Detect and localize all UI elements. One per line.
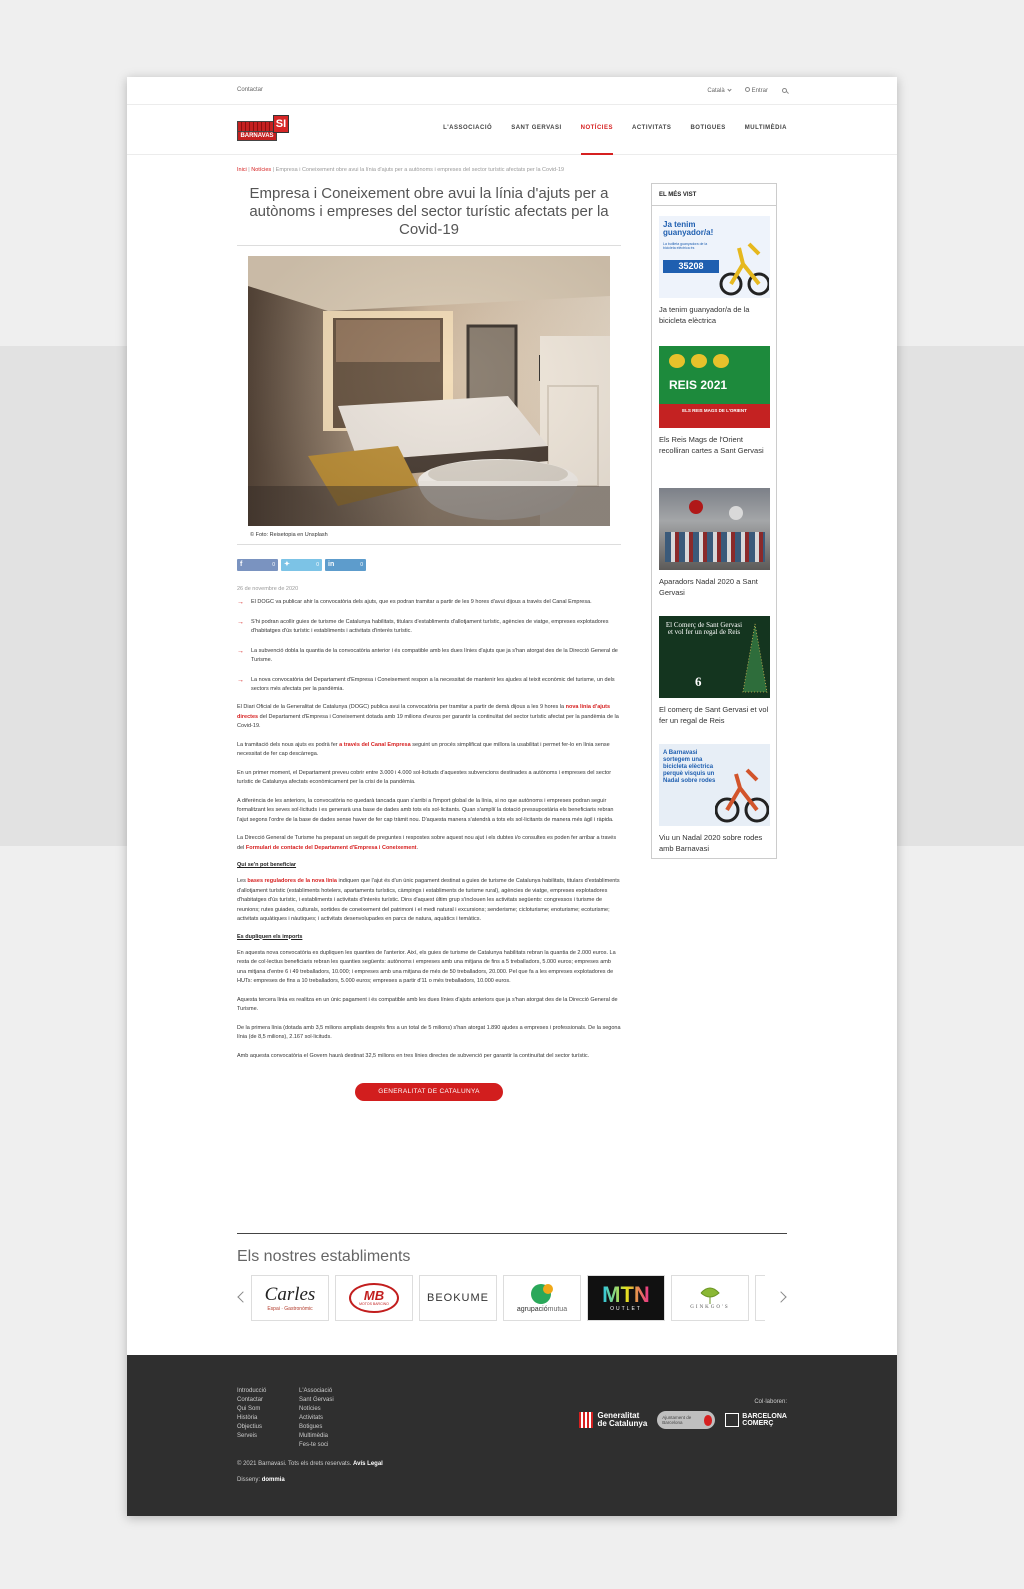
- arrow-right-icon: →: [237, 648, 244, 655]
- collaborators-label: Col·laboren:: [754, 1399, 787, 1405]
- divider: [237, 1233, 787, 1234]
- twitter-icon: ✦: [284, 561, 290, 568]
- bicycle-icon: [719, 238, 769, 298]
- sidebar-card-title: El comerç de Sant Gervasi et vol fer un regal de Reis: [659, 705, 769, 725]
- canal-empresa-link[interactable]: a través del Canal Empresa: [339, 741, 411, 748]
- divider: [237, 544, 621, 545]
- body-paragraph: [237, 703, 621, 732]
- body-paragraph: De la primera línia (dotada amb 3,5 milions ampliats després fins a un total de 5 milions) s'han atorgat 1.890 ajudes a empreses i professionals. De la segona línia (de 8,5 milions), 2.167 sol·licituds.: [237, 1024, 621, 1040]
- divider: [237, 245, 621, 246]
- shelves: [665, 532, 765, 562]
- logo-si: SI: [273, 115, 289, 133]
- footer-link[interactable]: Activitats: [299, 1415, 324, 1421]
- footer-link[interactable]: Introducció: [237, 1388, 267, 1394]
- logo-sub: Espai · Gastronòmic: [267, 1306, 313, 1312]
- bicycle-icon: [715, 766, 769, 826]
- card-image-number: 35208: [663, 260, 719, 273]
- logo-text: agrupació: [516, 1305, 548, 1313]
- article-photo: [248, 256, 610, 526]
- logo-text: Ajuntament de Barcelona: [662, 1415, 692, 1425]
- section-subheading: Qui se'n pot beneficiar: [237, 862, 297, 868]
- logo-text: GINKGO'S: [690, 1304, 730, 1310]
- nav-item-sant-gervasi[interactable]: SANT GERVASI: [511, 125, 562, 131]
- body-paragraph: [237, 834, 621, 853]
- logo-text: COMERÇ: [742, 1420, 774, 1427]
- linkedin-count: 0: [360, 562, 363, 568]
- summary-bullet: [237, 618, 621, 636]
- sidebar-card-title: Ja tenim guanyador/a de la bicicleta elèctrica: [659, 305, 750, 325]
- breadcrumb: Inici | Notícies | Empresa i Coneixement obre avui la línia d'ajuts per a autònoms i empreses del sector turístic afectats per la Covid-19: [237, 167, 565, 173]
- share-buttons: [237, 559, 621, 571]
- sidebar-card-image: [659, 488, 770, 570]
- establishment-logo[interactable]: [419, 1275, 497, 1321]
- carousel-next-icon[interactable]: [775, 1291, 786, 1302]
- language-label: Català: [707, 87, 725, 94]
- footer-link[interactable]: Notícies: [299, 1406, 321, 1412]
- sidebar-card[interactable]: [659, 616, 770, 726]
- footer-link[interactable]: Serveis: [237, 1433, 258, 1439]
- login-link[interactable]: [745, 87, 768, 94]
- twitter-share-button[interactable]: [281, 559, 322, 571]
- summary-bullet: [237, 676, 621, 694]
- barnavasi-logo[interactable]: [237, 115, 289, 143]
- card-image-number: 6: [695, 674, 702, 689]
- section-subheading: Es dupliquen els imports: [237, 933, 303, 940]
- bullet-text: El DOGC va publicar ahir la convocatòria dels ajuts, que es podran tramitar a partir de les 9 hores d'avui dijous a través del Canal Empresa.: [251, 599, 592, 605]
- breadcrumb-current: Empresa i Coneixement obre avui la línia d'ajuts per a autònoms i empreses del sector turístic afectats per la Covid-19: [275, 167, 565, 173]
- sidebar-card[interactable]: [659, 346, 770, 456]
- sidebar-card-image: [659, 346, 770, 428]
- text: indiquen que l'ajut és d'un únic pagament destinat a guies de turisme de Catalunya habilitats, titulars d'establiments d'allotjament turístic (establiments hotelers, apartaments turístics, càmpings i establiments de turisme rural), agències de viatge, empreses explotadores d'habitatges d'ús turístic, i establiments i activitats d'interès turístic. Dins d'aquest últim grup s'inclouen les activitats següents: congressos i turisme de reunions; rutes guiades, culturals, sortides de coneixement del patrimoni i el medi natural i excursions; senderisme; cicloturisme; enoturisme; ecoturisme; activitats aquàtiques i nàutiques; i activitats desenvolupades en parcs de natura, aquàtics i temàtics.: [237, 878, 620, 922]
- footer-link[interactable]: Contactar: [237, 1397, 264, 1403]
- footer: [127, 1355, 897, 1516]
- bullet-text: La subvenció dobla la quantia de la convocatòria anterior i és compatible amb les dues línies d'ajuts que ja s'han atorgat des de la Direcció General de Turisme.: [251, 648, 618, 663]
- hotel-room-image: [248, 256, 610, 526]
- christmas-tree-icon: [741, 622, 769, 696]
- nav-item-associacio[interactable]: L'ASSOCIACIÓ: [443, 125, 493, 131]
- chevron-down-icon: [727, 87, 731, 91]
- page: [127, 77, 897, 1516]
- photo-caption: © Foto: Reisetopia en Unsplash: [250, 532, 328, 538]
- card-image-title: El Comerç de Sant Gervasi et vol fer un regal de Reis: [665, 621, 743, 636]
- sidebar-card-image: [659, 616, 770, 698]
- facebook-share-button[interactable]: [237, 559, 278, 571]
- linkedin-icon: in: [328, 561, 335, 568]
- summary-bullet: [237, 647, 621, 665]
- comerc-icon: [725, 1413, 739, 1427]
- body-paragraph: [237, 877, 621, 925]
- search-icon[interactable]: [782, 88, 787, 93]
- text: La tramitació dels nous ajuts es podrà fer: [237, 741, 340, 748]
- logo-text: Carles: [264, 1284, 316, 1305]
- establishment-logo[interactable]: [251, 1275, 329, 1321]
- breadcrumb-home[interactable]: Inici: [237, 167, 247, 173]
- footer-link[interactable]: Objectius: [237, 1424, 263, 1430]
- card-image-title: Ja tenim guanyador/a!: [663, 220, 714, 237]
- card-image-sub: ELS REIS MAGS DE L'ORIENT: [659, 404, 770, 428]
- arrow-right-icon: →: [237, 619, 244, 626]
- footer-link[interactable]: Qui Som: [237, 1406, 261, 1412]
- language-selector[interactable]: [707, 88, 730, 94]
- linkedin-share-button[interactable]: [325, 559, 366, 571]
- footer-link[interactable]: Sant Gervasi: [299, 1397, 334, 1403]
- generalitat-button[interactable]: GENERALITAT DE CATALUNYA: [355, 1083, 503, 1101]
- partner-logos: [579, 1411, 787, 1429]
- arrow-right-icon: →: [237, 677, 244, 684]
- main-nav: [443, 125, 787, 155]
- establishment-logo[interactable]: [335, 1275, 413, 1321]
- card-image-sub: La butlleta guanyadora de la bicicleta elèctrica és: [663, 242, 708, 250]
- design-credit: [237, 1477, 285, 1483]
- text: seguint un procés simplificat que millora la usabilitat i permet fer-lo en línia sense necessitat de fer cap descàrrega.: [237, 741, 610, 757]
- user-icon: [745, 87, 750, 92]
- sidebar-card-image: [659, 744, 770, 826]
- bases-link[interactable]: bases reguladores de la nova línia: [247, 878, 337, 884]
- logo-text: MB: [363, 1288, 385, 1303]
- ajuntament-logo[interactable]: [657, 1411, 715, 1429]
- twitter-count: 0: [316, 562, 319, 568]
- crown-icon: [669, 354, 685, 368]
- senyera-icon: [579, 1412, 593, 1428]
- article: [237, 185, 621, 1101]
- design-label: Disseny:: [237, 1477, 261, 1483]
- logo-sub: mutua: [547, 1305, 568, 1313]
- establishment-logo-partial[interactable]: [755, 1275, 765, 1321]
- design-link[interactable]: dommia: [261, 1477, 285, 1483]
- barcelona-comerc-logo[interactable]: [725, 1413, 787, 1427]
- crown-icon: [691, 354, 707, 368]
- legal-link[interactable]: Avís Legal: [353, 1461, 383, 1467]
- ajuts-link[interactable]: nova línia d'ajuts directes: [237, 704, 611, 720]
- establishment-logo[interactable]: [503, 1275, 581, 1321]
- sidebar-card[interactable]: [659, 744, 770, 854]
- sidebar-card-title: Els Reis Mags de l'Orient recolliran cartes a Sant Gervasi: [659, 435, 764, 455]
- ginkgo-leaf-icon: [699, 1287, 721, 1305]
- crown-icon: [713, 354, 729, 368]
- bullet-text: S'hi podran acollir guies de turisme de Catalunya habilitats, titulars d'establiments d'allotjament turístic, agències de viatge, empreses explotadores d'habitatges d'ús turístic i establiments i activitats d'interès turístic.: [251, 619, 609, 634]
- facebook-count: 0: [272, 562, 275, 568]
- contact-link[interactable]: Contactar: [237, 87, 264, 93]
- copyright: [237, 1461, 383, 1467]
- nav-item-multimedia[interactable]: MULTIMÈDIA: [744, 125, 787, 131]
- sidebar-card-image: [659, 216, 770, 298]
- logo-sub: OUTLET: [610, 1306, 642, 1312]
- sidebar-card-title: Viu un Nadal 2020 sobre rodes amb Barnavasi: [659, 833, 763, 853]
- ornament-icon: [689, 500, 703, 514]
- card-image-title: REIS 2021: [669, 378, 728, 392]
- sidebar-card[interactable]: [659, 488, 770, 598]
- logo-sub: MOTOS BARCINO: [359, 1302, 389, 1306]
- logo-text: Generalitat: [597, 1411, 640, 1420]
- carousel-prev-icon[interactable]: [237, 1291, 248, 1302]
- most-viewed-sidebar: [651, 183, 777, 859]
- body-paragraph: En aquesta nova convocatòria es dupliquen les quanties de l'anterior. Així, els guies de turisme de Catalunya habilitats rebran la quantia de 2.000 euros. La resta de col·lectius beneficiaris rebran les quanties següents: autònoms i empreses amb una mitjana de fins a 5 treballadors, 5.000 euros; empreses amb una mitjana d'entre 6 i 49 treballadors, 10.000; i empreses amb una mitjana de més de 50 treballadors, 20.000. Pel que fa a les empreses explotadores de HUTs: empreses de fins a 10 treballadors, 5.000 euros; empreses a partir d'11 o més treballadors, 10.000 euros.: [237, 949, 616, 984]
- footer-link[interactable]: Història: [237, 1415, 258, 1421]
- sidebar-card-title: Aparadors Nadal 2020 a Sant Gervasi: [659, 577, 758, 597]
- nav-item-noticies[interactable]: NOTÍCIES: [581, 125, 613, 155]
- body-paragraph: Amb aquesta convocatòria el Govern haurà destinat 32,5 milions en tres línies directes de subvenció per garantir la continuïtat del sector turístic.: [237, 1052, 590, 1059]
- establishments-section: [237, 1233, 787, 1323]
- logo-text: BARNAVAS: [237, 131, 277, 141]
- text: El Diari Oficial de la Generalitat de Catalunya (DOGC) publica avui la convocatòria per tramitar a partir de demà dijous a les 9 hores la: [237, 704, 566, 710]
- establishments-heading: Els nostres establiments: [237, 1248, 411, 1265]
- utility-bar: [127, 77, 897, 105]
- card-image-title: A Barnavasi sortegem una bicicleta elèctrica perquè visquis un Nadal sobre rodes: [663, 750, 716, 784]
- text: del Departament d'Empresa i Coneixement dotada amb 19 milions d'euros per garantir la continuïtat del sector turístic afectat per la pandèmia de la Covid-19.: [237, 713, 619, 729]
- logo-text: MTN: [602, 1282, 650, 1307]
- text: Les: [237, 878, 248, 884]
- breadcrumb-section[interactable]: Notícies: [251, 167, 272, 173]
- copyright-text: © 2021 Barnavasi. Tots els drets reservats.: [237, 1461, 352, 1467]
- logo-text: BEOKUME: [426, 1292, 489, 1304]
- bullet-text: La nova convocatòria del Departament d'Empresa i Coneixement respon a la necessitat de mantenir les ajudes al teixit econòmic del turisme, un dels sectors més afectats per la pandèmia.: [251, 677, 615, 692]
- sidebar-card[interactable]: [659, 216, 770, 326]
- facebook-icon: f: [240, 561, 243, 568]
- arrow-right-icon: →: [237, 599, 244, 606]
- logo-text: de Catalunya: [597, 1419, 648, 1428]
- establishment-logo[interactable]: [587, 1275, 665, 1321]
- footer-link[interactable]: Botigues: [299, 1424, 323, 1430]
- body-paragraph: A diferència de les anteriors, la convocatòria no quedarà tancada quan s'arribi a l'import global de la línia, si no que autònoms i empreses podran seguir formalitzant les seves sol·licituds i es generarà una base de dades amb tots els sol·licitants. Quan s'ampliï la dotació pressupostària els beneficiaris rebran l'ajut segons l'ordre de la base de dades sense haver de fer cap tràmit nou. D'aquesta manera s'atendrà a tots els sol·licitants de manera més àgil i ràpida.: [237, 797, 614, 823]
- article-title: Empresa i Coneixement obre avui la línia d'ajuts per a autònoms i empreses del sector turístic afectats per la Covid-19: [249, 185, 609, 238]
- establishments-carousel: [237, 1275, 787, 1323]
- nav-item-botigues[interactable]: BOTIGUES: [690, 125, 726, 131]
- footer-link[interactable]: Fes-te soci: [299, 1442, 329, 1448]
- article-date: 26 de novembre de 2020: [237, 586, 299, 592]
- footer-link[interactable]: L'Associació: [299, 1388, 333, 1394]
- sidebar-heading: EL MÉS VIST: [652, 184, 776, 206]
- body-paragraph: En un primer moment, el Departament preveu cobrir entre 3.000 i 4.000 sol·licituds d'aquestes subvencions destinades a autònoms i empreses del sector turístic de Catalunya afectats econòmicament per la crisi de la pandèmia.: [237, 769, 612, 785]
- footer-col-about: [237, 1387, 266, 1441]
- footer-col-sections: [299, 1387, 334, 1450]
- main-header: [127, 105, 897, 155]
- generalitat-logo[interactable]: [579, 1412, 647, 1428]
- city-emblem-icon: [704, 1415, 712, 1426]
- text: La Direcció General de Turisme ha preparat un seguit de preguntes i respostes sobre aquest nou ajut i els dubtes i/o consultes es poden fer arribar a través del: [237, 835, 617, 851]
- summary-bullet: [237, 598, 621, 607]
- contact-form-link[interactable]: Formulari de contacte del Departament d'Empresa i Coneixement: [245, 844, 417, 851]
- body-paragraph: [237, 741, 621, 760]
- text: .: [416, 844, 419, 851]
- login-label: Entrar: [751, 88, 768, 94]
- logo-text: BARCELONA: [742, 1413, 787, 1420]
- establishment-logo[interactable]: [671, 1275, 749, 1321]
- body-paragraph: Aquesta tercera línia es realitza en un únic pagament i és compatible amb les dues línies d'ajuts anteriors que ja s'han atorgat des de la Direcció General de Turisme.: [237, 996, 618, 1012]
- nav-item-activitats[interactable]: ACTIVITATS: [631, 125, 672, 131]
- ornament-icon: [729, 506, 743, 520]
- footer-link[interactable]: Multimèdia: [299, 1433, 329, 1439]
